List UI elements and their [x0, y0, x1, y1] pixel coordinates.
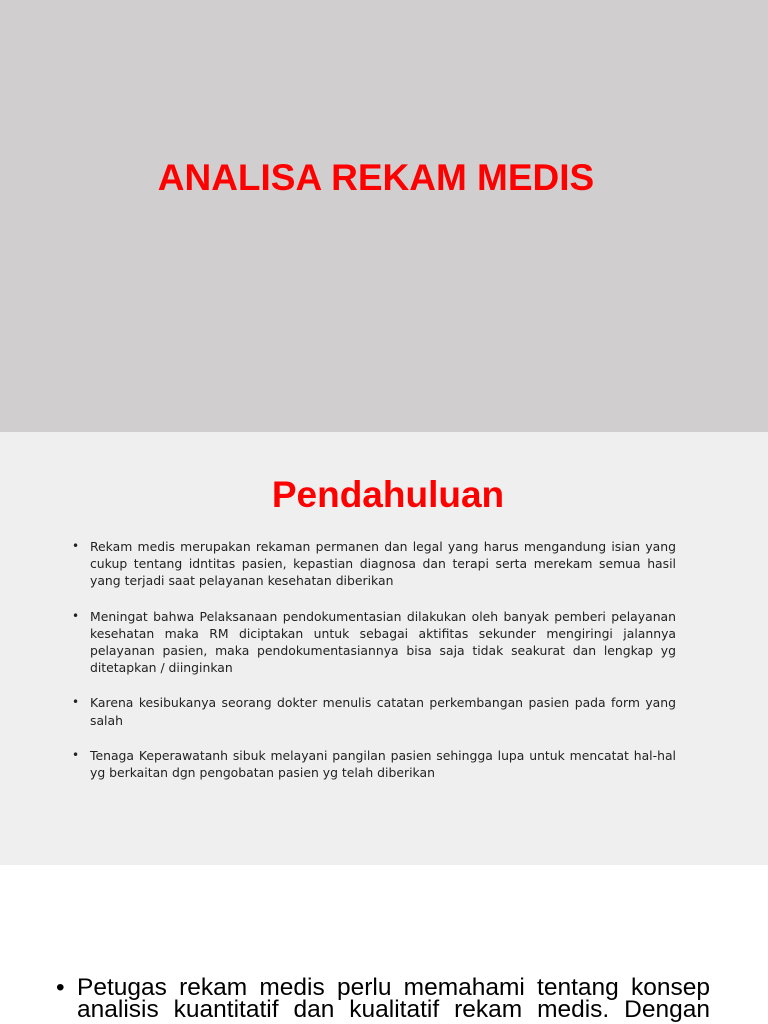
bullet-text: Tenaga Keperawatanh sibuk melayani pangilan pasien sehingga lupa untuk mencatat hal-hal yg berkaitan dgn pengobatan pasien yg telah diberikan — [90, 747, 676, 781]
bullet-item — [72, 538, 676, 590]
bullet-dot-icon: • — [72, 539, 80, 553]
konsep-text: Petugas rekam medis perlu memahami tentang konsep analisis kuantitatif dan kualitatif rekam medis. Dengan — [77, 974, 710, 1023]
pendahuluan-heading: Pendahuluan — [271, 474, 505, 515]
bullet-text: Rekam medis merupakan rekaman permanen dan legal yang harus mengandung isian yang cukup tentang idntitas pasien, kepastian diagnosa dan terapi serta merekam semua hasil yang terjadi saat pelayanan kesehatan diberikan — [90, 539, 676, 589]
bullet-item — [72, 694, 676, 728]
bullet-item — [72, 608, 676, 677]
slide-konsep-analisis — [0, 865, 768, 1024]
slide-pendahuluan — [0, 432, 768, 865]
bullet-text: Karena kesibukanya seorang dokter menulis catatan perkembangan pasien pada form yang salah — [90, 695, 676, 728]
slide-title-heading: ANALISA REKAM MEDIS — [157, 157, 595, 198]
bullet-dot-icon: • — [72, 747, 80, 762]
pendahuluan-bullet-list — [72, 538, 676, 799]
bullet-dot-icon: • — [72, 695, 80, 710]
bullet-dot-icon: • — [56, 974, 65, 1001]
bullet-item — [72, 747, 676, 781]
slide-title — [0, 0, 768, 432]
konsep-paragraph — [56, 974, 710, 1023]
bullet-text: Meningat bahwa Pelaksanaan pendokumentasian dilakukan oleh banyak pemberi pelayanan kesehatan maka RM diciptakan untuk sebagai aktifitas sekunder mengiringi jalannya pelayanan pasien, maka pendokumentasiannya bisa saja tidak seakurat dan lengkap yg ditetapkan / diinginkan — [90, 608, 676, 676]
bullet-dot-icon: • — [72, 608, 80, 623]
